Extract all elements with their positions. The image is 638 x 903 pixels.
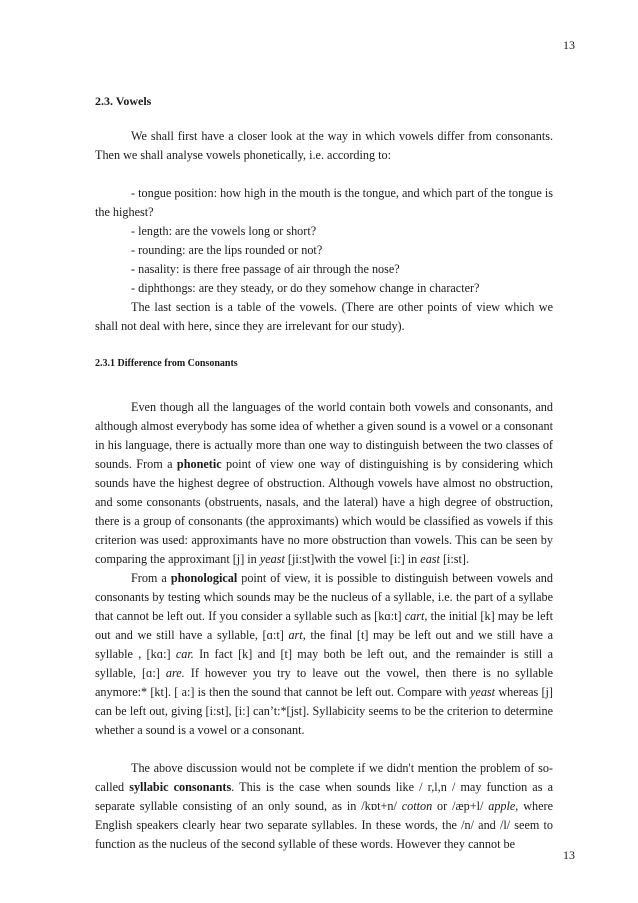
- page-number-bottom: 13: [563, 848, 575, 862]
- intro-paragraph: We shall first have a closer look at the way in which vowels differ from consonants. Then we shall analyse vowels phonetically, i.e. according to:: [95, 129, 553, 162]
- example-yeast-2: yeast: [470, 685, 496, 699]
- term-phonetic: phonetic: [176, 457, 222, 471]
- spacer: [95, 165, 553, 184]
- example-car: car.: [175, 647, 194, 661]
- criterion-nasality: - nasality: is there free passage of air through the nose?: [131, 262, 400, 276]
- criterion-rounding: - rounding: are the lips rounded or not?: [131, 243, 323, 257]
- term-phonological: phonological: [170, 571, 238, 585]
- term-syllabic-consonants: syllabic consonants: [129, 780, 232, 794]
- paragraph-phonetic: Even though all the languages of the world contain both vowels and consonants, and although almost everybody has some idea of whether a given sound is a vowel or a consonant in his language, there is actually more than one way to distinguish between the two classes of sounds. From a phonetic point of view one way of distinguishing is by considering which sounds have the highest degree of obstruction. Although vowels have almost no obstruction, and some consonants (obstruents, nasals, and the lateral) have a high degree of obstruction, there is a group of consonants (the approximants) which would be classified as vowels if this criterion was used: approximants have no more obstruction than vowels. This can be seen by comparing the approximant [j] in yeast [ji:st]with the vowel [i:] in east [i:st].: [95, 400, 553, 566]
- section-title: 2.3. Vowels: [95, 94, 152, 108]
- spacer: [95, 740, 553, 759]
- example-art: art: [288, 628, 303, 642]
- criterion-length: - length: are the vowels long or short?: [131, 224, 317, 238]
- example-cart: cart: [404, 609, 425, 623]
- criterion-diphthongs: - diphthongs: are they steady, or do they somehow change in character?: [131, 281, 480, 295]
- subsection-title: 2.3.1 Difference from Consonants: [95, 358, 238, 369]
- example-cotton: cotton: [401, 799, 433, 813]
- example-east: east: [420, 552, 440, 566]
- criterion-tongue-position: - tongue position: how high in the mouth is the tongue, and which part of the tongue is the highest?: [95, 186, 553, 219]
- example-are: are.: [165, 666, 185, 680]
- paragraph-syllabic-consonants: The above discussion would not be complete if we didn't mention the problem of so-called syllabic consonants. This is the case when sounds like / r,l,n / may function as a separate syllable consisting of an only sound, as in /kɒt+n/ cotton or /æp+l/ apple, where English speakers clearly hear two separate syllables. In these words, the /n/ and /l/ seem to function as the nucleus of the second syllable of these words. However they cannot be: [95, 761, 553, 851]
- example-yeast: yeast: [259, 552, 285, 566]
- paragraph-phonological: From a phonological point of view, it is possible to distinguish between vowels and consonants by testing which sounds may be the nucleus of a syllable, i.e. the part of a syllabe that cannot be left out. If you consider a syllable such as [kɑ:t] cart, the initial [k] may be left out and we still have a syllable, [ɑ:t] art, the final [t] may be left out and we still have a syllable , [kɑ:] car. In fact [k] and [t] may both be left out, and the remainder is still a syllable, [ɑ:] are. If however you try to leave out the vowel, then there is no syllable anymore:* [kt]. [ a:] is then the sound that cannot be left out. Compare with yeast whereas [j] can be left out, giving [i:st], [i:] can’t:*[jst]. Syllabicity seems to be the criterion to determine whether a sound is a vowel or a consonant.: [95, 571, 553, 737]
- example-apple: apple: [488, 799, 516, 813]
- last-section-note: The last section is a table of the vowels. (There are other points of view which we shall not deal with here, since they are irrelevant for our study).: [95, 300, 553, 333]
- page-number-top: 13: [563, 38, 575, 52]
- document-body: [95, 92, 553, 854]
